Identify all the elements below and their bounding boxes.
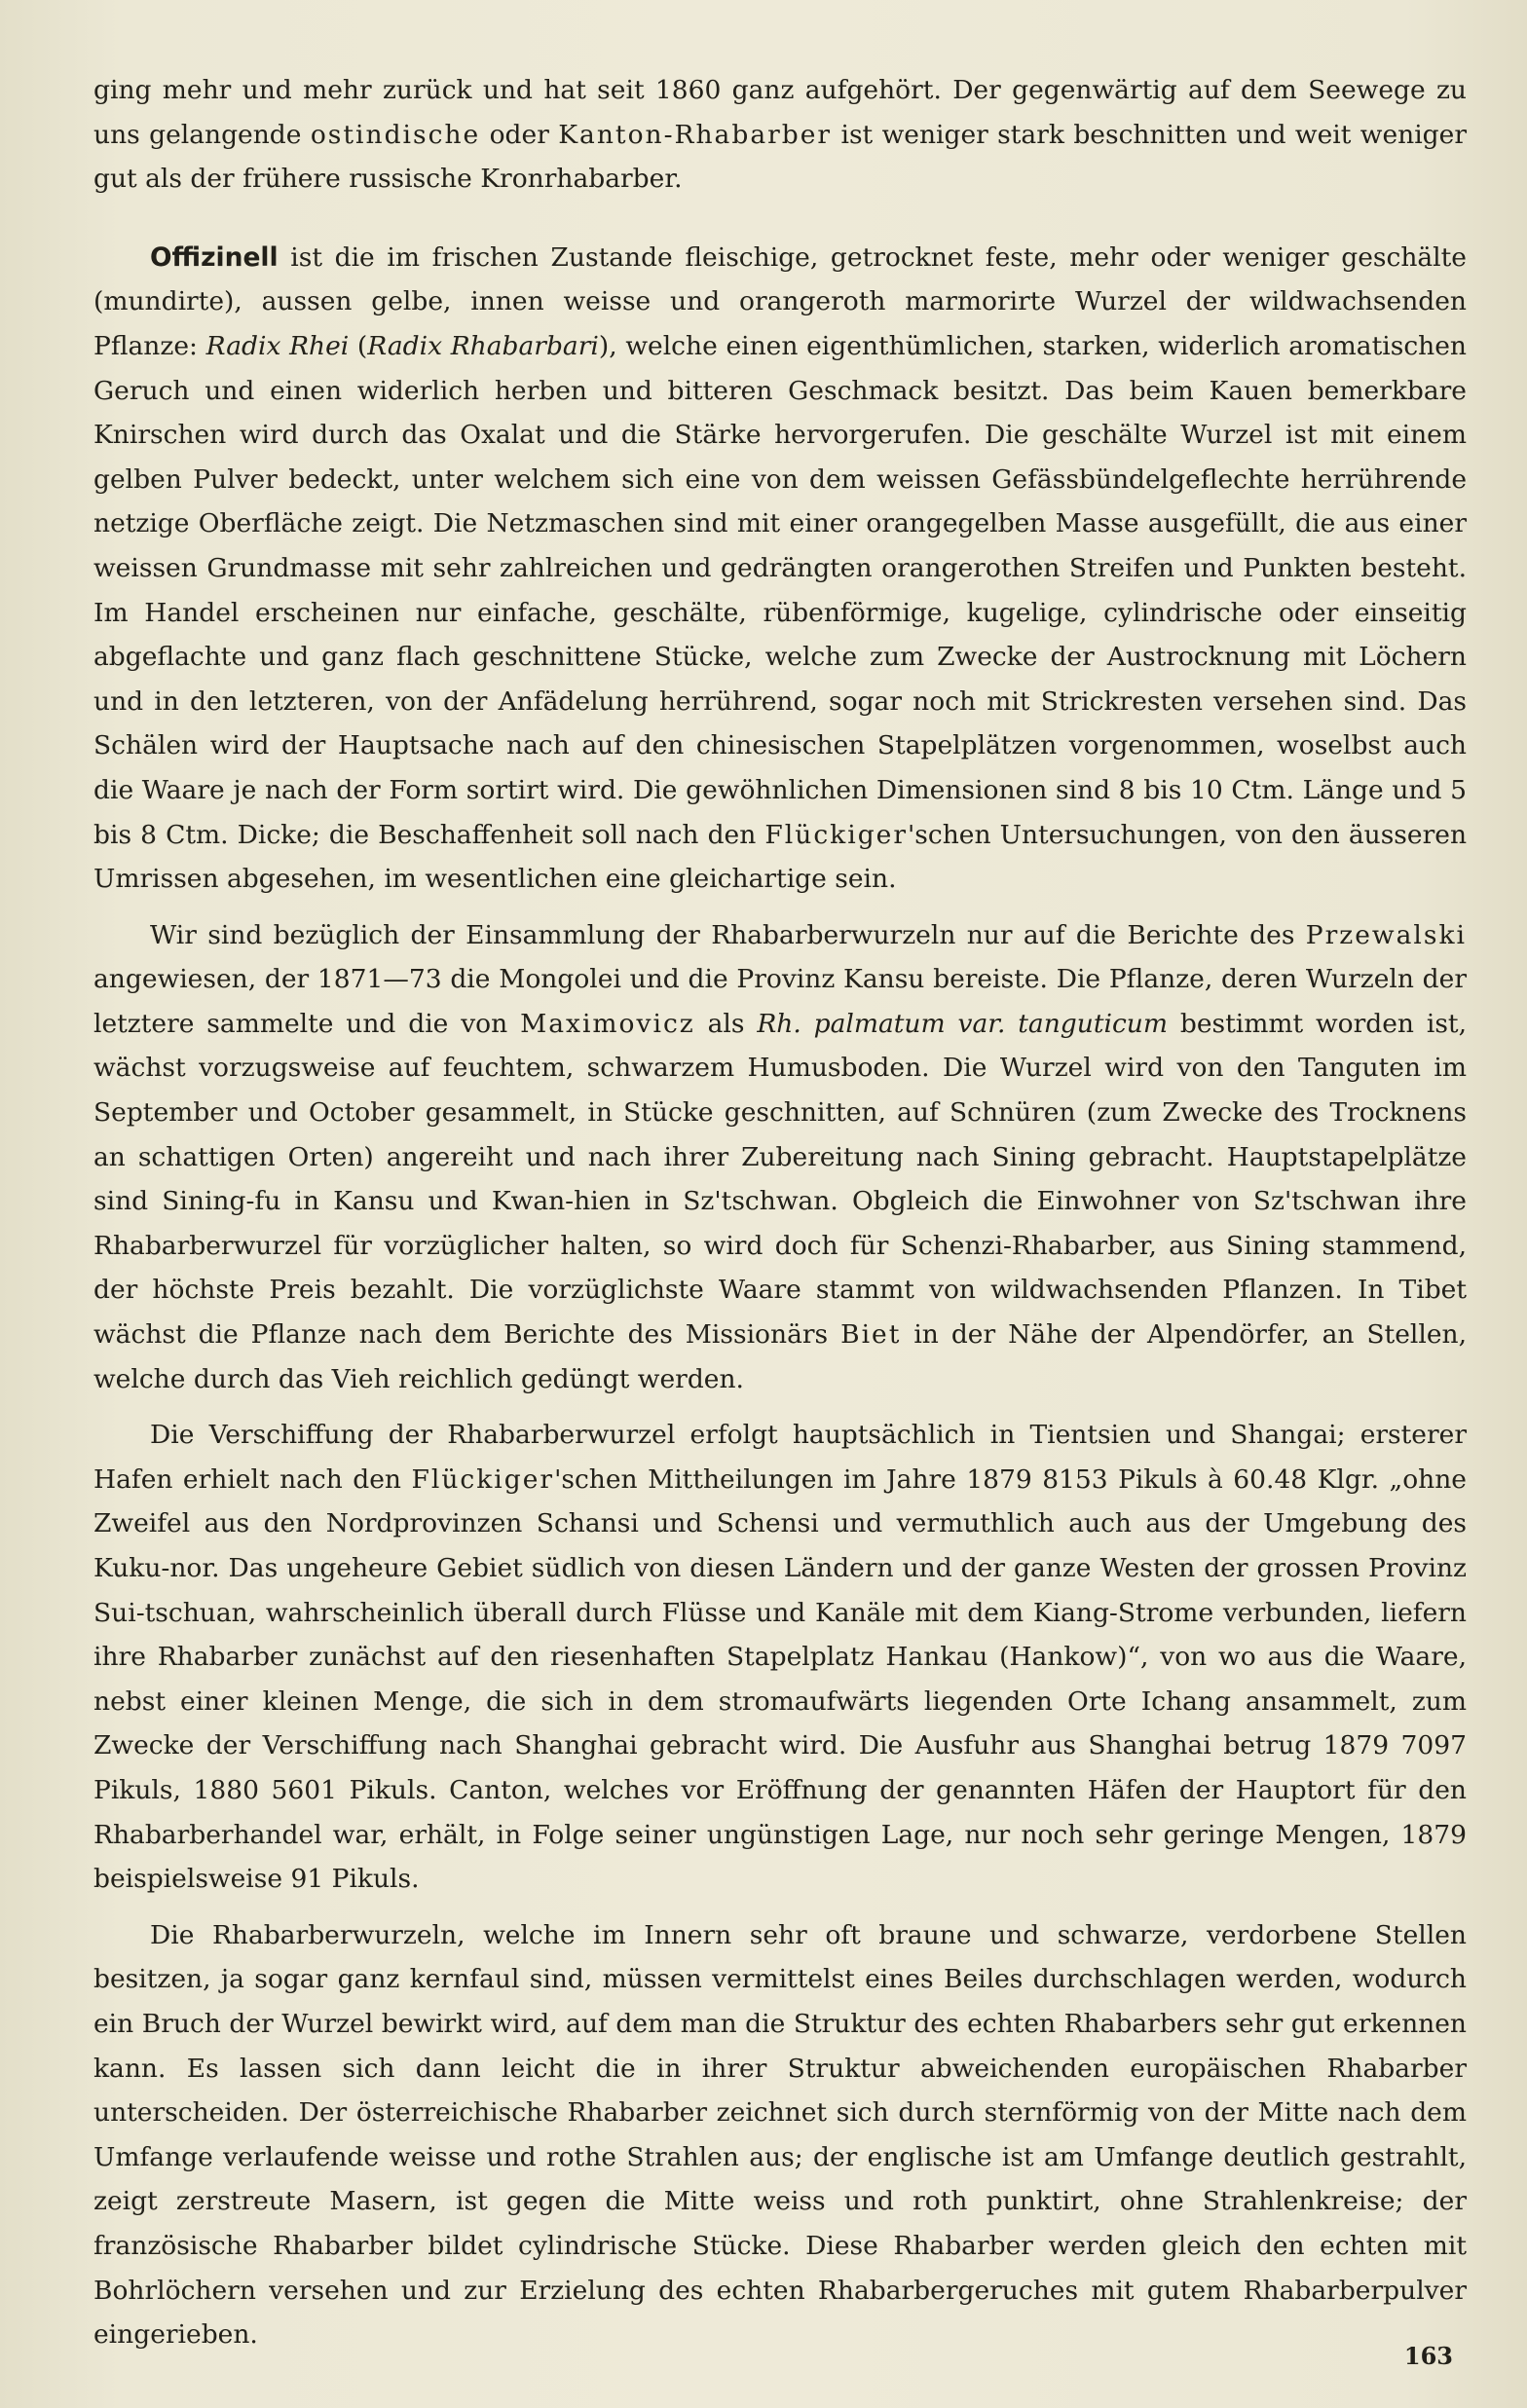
text-run: 'schen Mittheilungen im Jahre 1879 8153 Pikuls à 60.48 Klgr. „ohne Zweifel aus den Nordprovinzen Schansi und Schensi und vermuthlich auch aus der Umgebung des Kuku-nor. Das ungeheure Gebiet südlich von diesen Ländern und der ganze Westen der grossen Provinz Sui-tschuan, wahrscheinlich überall durch Flüsse und Kanäle mit dem Kiang-Strome verbunden, liefern ihre Rhabarber zunächst auf den riesenhaften Stapelplatz Hankau (Hankow)“, von wo aus die Waare, nebst einer kleinen Menge, die sich in dem stromaufwärts liegenden Orte Ichang ansammelt, zum Zwecke der Verschiffung nach Shanghai gebracht wird. Die Ausfuhr aus Shanghai betrug 1879 7097 Pikuls, 1880 5601 Pikuls. Canton, welches vor Eröffnung der genannten Häfen der Hauptort für den Rhabarberhandel war, erhält, in Folge seiner ungünstigen Lage, nur noch sehr geringe Mengen, 1879 beispielsweise 91 Pikuls. <box>93 1463 1467 1895</box>
paragraph-1 <box>93 68 1467 202</box>
spaced-text-run: Przewalski <box>1305 919 1467 950</box>
text-run: bestimmt worden ist, wächst vorzugsweise auf feuchtem, schwarzem Humusboden. Die Wurzel wird von den Tanguten im September und October gesammelt, in Stücke geschnitten, auf Schnüren (zum Zwecke des Trocknens an schattigen Orten) angereiht und nach ihrer Zubereitung nach Sining gebracht. Hauptstapelplätze sind Sining-fu in Kansu und Kwan-hien in Sz'tschwan. Obgleich die Einwohner von Sz'tschwan ihre Rhabarberwurzel für vorzüglicher halten, so wird doch für Schenzi-Rhabarber, aus Sining stammend, der höchste Preis bezahlt. Die vorzüglichste Waare stammt von wildwachsenden Pflanzen. In Tibet wächst die Pflanze nach dem Berichte des Missionärs <box>93 1008 1467 1351</box>
paragraph-2 <box>93 236 1467 902</box>
text-run: ging mehr und mehr zurück und hat seit 1860 ganz aufgehört. Der gegenwärtig auf dem Seewege zu uns gelangende <box>93 75 1467 150</box>
paragraph-5 <box>93 1913 1467 2357</box>
text-run: oder <box>480 119 559 150</box>
page-number: 163 <box>1403 2342 1453 2370</box>
text-run: Wir sind bezüglich der Einsammlung der Rhabarberwurzeln nur auf die Berichte des <box>150 919 1306 950</box>
text-run: ), welche einen eigenthümlichen, starken, widerlich aromatischen Geruch und einen widerlich herben und bitteren Geschmack besitzt. Das beim Kauen bemerkbare Knirschen wird durch das Oxalat und die Stärke hervorgerufen. Die geschälte Wurzel ist mit einem gelben Pulver bedeckt, unter welchem sich eine von dem weissen Gefässbündelgeflechte herrührende netzige Oberfläche zeigt. Die Netzmaschen sind mit einer orangegelben Masse ausgefüllt, die aus einer weissen Grundmasse mit sehr zahlreichen und gedrängten orangerothen Streifen und Punkten besteht. Im Handel erscheinen nur einfache, geschälte, rübenförmige, kugelige, cylindrische oder einseitig abgeflachte und ganz flach geschnittene Stücke, welche zum Zwecke der Austrocknung mit Löchern und in den letzteren, von der Anfädelung herrührend, sogar noch mit Strickresten versehen sind. Das Schälen wird der Hauptsache nach auf den chinesischen Stapelplätzen vorgenommen, woselbst auch die Waare je nach der Form sortirt wird. Die gewöhnlichen Dimensionen sind 8 bis 10 Ctm. Länge und 5 bis 8 Ctm. Dicke; die Beschaffenheit soll nach den <box>93 330 1467 850</box>
spaced-text-run: Maximovicz <box>520 1008 695 1039</box>
paragraph-4 <box>93 1413 1467 1902</box>
text-run: ist weniger stark beschnitten und weit weniger gut als der frühere russische Kronrhabarber. <box>93 119 1468 195</box>
paragraph-3 <box>93 913 1467 1402</box>
text-run: ( <box>349 330 368 361</box>
spaced-text-run: Biet <box>840 1319 902 1351</box>
text-run: in der Nähe der Alpendörfer, an Stellen, welche durch das Vieh reichlich gedüngt werden. <box>93 1319 1467 1394</box>
spaced-text-run: Flückiger <box>411 1463 555 1495</box>
spaced-text-run: ostindische <box>310 119 481 150</box>
text-run: 'schen Untersuchungen, von den äusseren Umrissen abgesehen, im wesentlichen eine gleichartige sein. <box>93 819 1468 895</box>
italic-text-run: Rh. palmatum var. tanguticum <box>757 1008 1168 1039</box>
body-text <box>93 68 1467 2357</box>
bold-text-run: Offizinell <box>150 241 279 273</box>
text-run: Die Verschiffung der Rhabarberwurzel erfolgt hauptsächlich in Tientsien und Shangai; ersterer Hafen erhielt nach den <box>93 1420 1467 1495</box>
text-run: als <box>694 1008 758 1039</box>
text-run: angewiesen, der 1871—73 die Mongolei und die Provinz Kansu bereiste. Die Pflanze, deren Wurzeln der letztere sammelte und die von <box>93 964 1467 1039</box>
spaced-text-run: Flückiger <box>764 819 909 850</box>
italic-text-run: Radix Rhei <box>205 330 350 361</box>
spaced-text-run: Kanton-Rhabarber <box>558 119 833 150</box>
italic-text-run: Radix Rhabarbari <box>367 330 599 361</box>
text-run: ist die im frischen Zustande fleischige, getrocknet feste, mehr oder weniger geschälte (mundirte), aussen gelbe, innen weisse und orangeroth marmorirte Wurzel der wildwachsenden Pflanze: <box>93 241 1467 361</box>
text-run: Die Rhabarberwurzeln, welche im Innern sehr oft braune und schwarze, verdorbene Stellen besitzen, ja sogar ganz kernfaul sind, müssen vermittelst eines Beiles durchschlagen werden, wodurch ein Bruch der Wurzel bewirkt wird, auf dem man die Struktur des echten Rhabarbers sehr gut erkennen kann. Es lassen sich dann leicht die in ihrer Struktur abweichenden europäischen Rhabarber unterscheiden. Der österreichische Rhabarber zeichnet sich durch sternförmig von der Mitte nach dem Umfange verlaufende weisse und rothe Strahlen aus; der englische ist am Umfange deutlich gestrahlt, zeigt zerstreute Masern, ist gegen die Mitte weiss und roth punktirt, ohne Strahlenkreise; der französische Rhabarber bildet cylindrische Stücke. Diese Rhabarber werden gleich den echten mit Bohrlöchern versehen und zur Erzielung des echten Rhabarbergeruches mit gutem Rhabarberpulver eingerieben. <box>93 1919 1467 2351</box>
